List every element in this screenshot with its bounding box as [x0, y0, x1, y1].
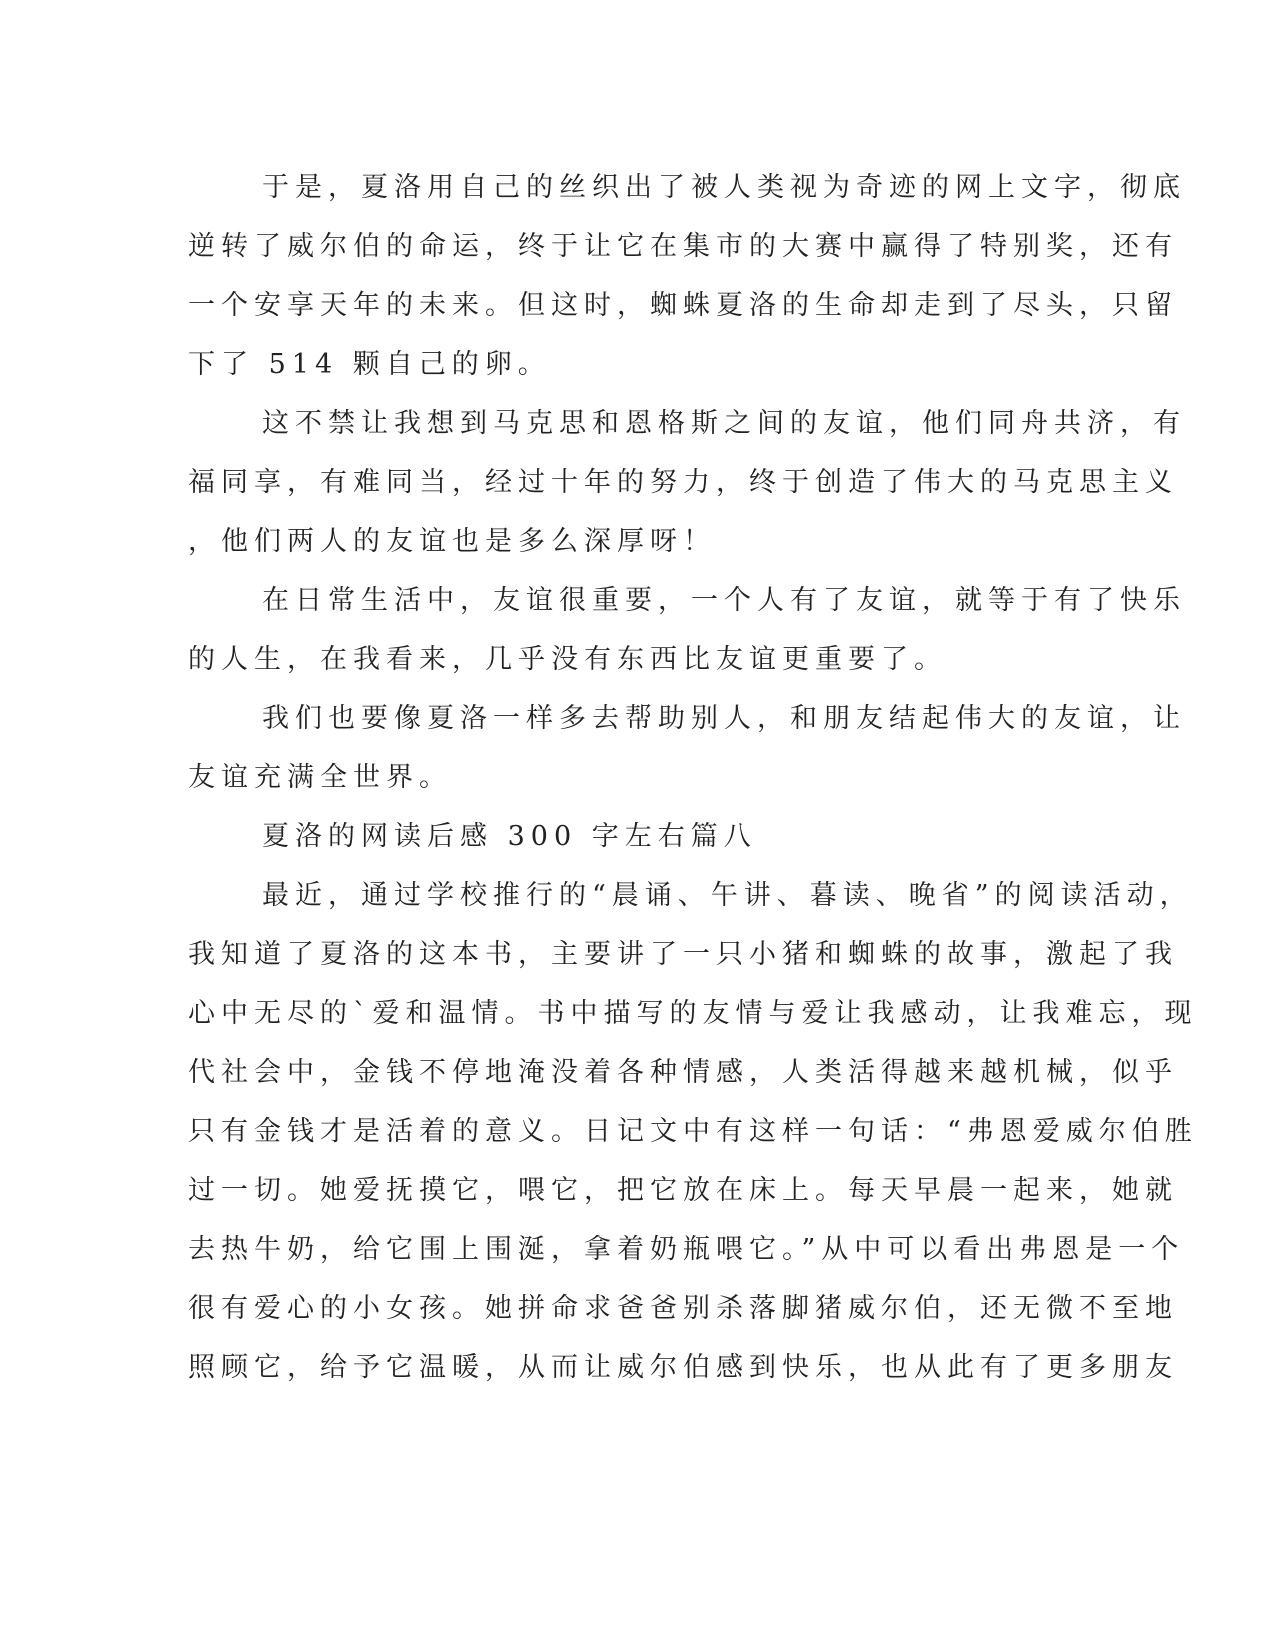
text-line: 去热牛奶，给它围上围涎，拿着奶瓶喂它。”从中可以看出弗恩是一个 [188, 1234, 1185, 1265]
text-line: 友谊充满全世界。 [188, 762, 452, 793]
text-line: 一个安享天年的未来。但这时，蜘蛛夏洛的生命却走到了尽头，只留 [188, 290, 1178, 321]
document-body [188, 158, 1198, 1397]
text-line: 心中无尽的`爱和温情。书中描写的友情与爱让我感动，让我难忘，现 [188, 998, 1198, 1029]
text-line: 的人生，在我看来，几乎没有东西比友谊更重要了。 [188, 644, 947, 675]
text-line: 福同享，有难同当，经过十年的努力，终于创造了伟大的马克思主义 [188, 467, 1178, 498]
text-line: 逆转了威尔伯的命运，终于让它在集市的大赛中赢得了特别奖，还有 [188, 231, 1178, 262]
text-line: 下了 514 颗自己的卵。 [188, 349, 551, 380]
text-line: 在日常生活中，友谊很重要，一个人有了友谊，就等于有了快乐 [262, 585, 1186, 616]
text-line: 代社会中，金钱不停地淹没着各种情感，人类活得越来越机械，似乎 [188, 1057, 1178, 1088]
text-line: 照顾它，给予它温暖，从而让威尔伯感到快乐，也从此有了更多朋友 [188, 1352, 1178, 1383]
text-line: 于是，夏洛用自己的丝织出了被人类视为奇迹的网上文字，彻底 [262, 172, 1186, 203]
text-line: 我知道了夏洛的这本书，主要讲了一只小猪和蜘蛛的故事，激起了我 [188, 939, 1178, 970]
section-heading: 夏洛的网读后感 300 字左右篇八 [262, 821, 757, 852]
text-line: ，他们两人的友谊也是多么深厚呀！ [188, 526, 716, 557]
text-line: 过一切。她爱抚摸它，喂它，把它放在床上。每天早晨一起来，她就 [188, 1175, 1178, 1206]
text-line: 我们也要像夏洛一样多去帮助别人，和朋友结起伟大的友谊，让 [262, 703, 1186, 734]
text-line: 很有爱心的小女孩。她拼命求爸爸别杀落脚猪威尔伯，还无微不至地 [188, 1293, 1178, 1324]
text-line: 最近，通过学校推行的“晨诵、午讲、暮读、晚省”的阅读活动， [262, 880, 1193, 911]
text-line: 这不禁让我想到马克思和恩格斯之间的友谊，他们同舟共济，有 [262, 408, 1186, 439]
text-line: 只有金钱才是活着的意义。日记文中有这样一句话：“弗恩爱威尔伯胜 [188, 1116, 1198, 1147]
